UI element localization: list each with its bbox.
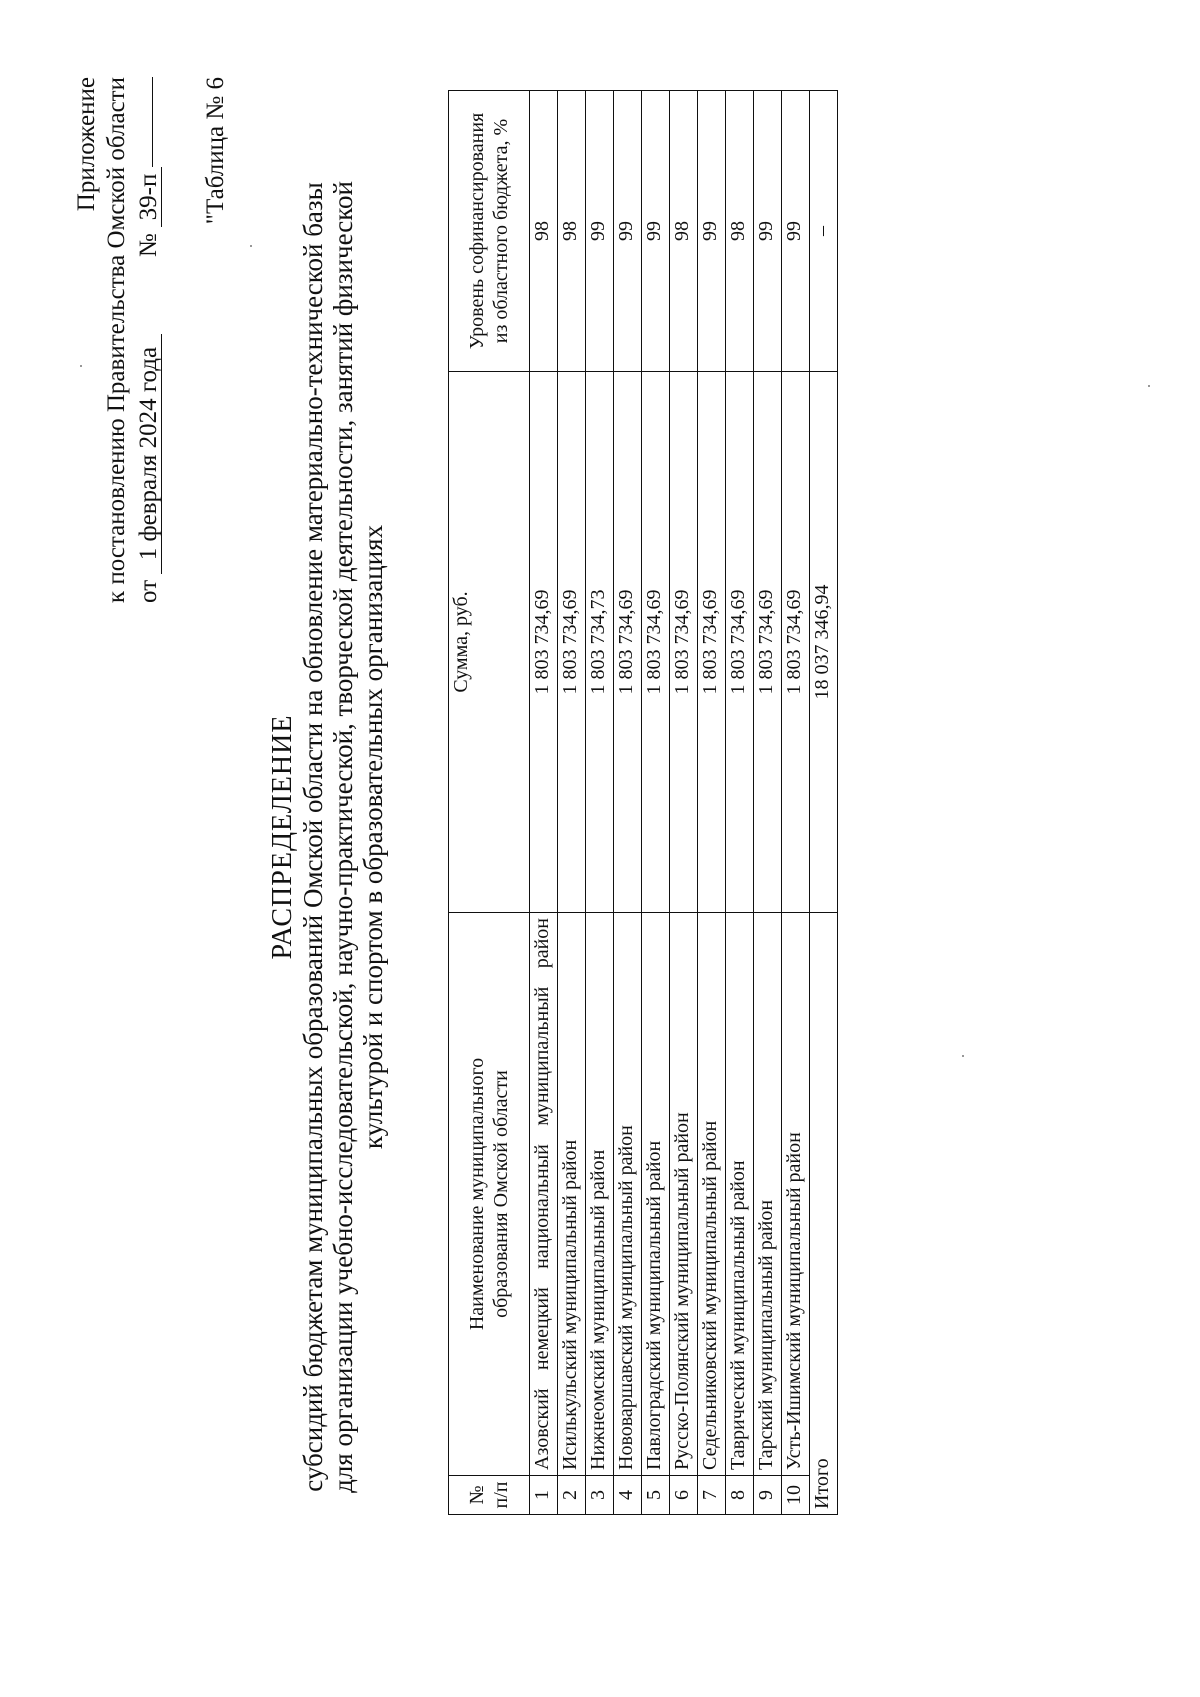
row-number: 5 [642, 1476, 670, 1515]
appendix-title: Приложение [73, 77, 100, 212]
row-number: 7 [698, 1476, 726, 1515]
table-header-row [449, 91, 530, 1515]
header-number: № п/п [449, 1476, 530, 1515]
row-municipality: Таврический муниципальный район [726, 913, 754, 1476]
table-row [558, 91, 586, 1515]
row-level: 99 [614, 91, 642, 372]
scan-speck [962, 1055, 964, 1057]
scan-speck [250, 245, 252, 247]
table-row [586, 91, 614, 1515]
document-subtitle-line: для организации учебно-исследовательской, научно-практической, творческой деятельности, занятий физической [328, 181, 358, 1493]
table-caption: "Таблица № 6 [202, 77, 229, 225]
row-sum: 1 803 734,69 [642, 372, 670, 913]
distribution-table [448, 90, 838, 1515]
row-sum: 1 803 734,69 [754, 372, 782, 913]
row-sum: 1 803 734,69 [726, 372, 754, 913]
row-level: 99 [642, 91, 670, 372]
table-row [698, 91, 726, 1515]
row-number: 10 [782, 1476, 810, 1515]
row-municipality: Нижнеомский муниципальный район [586, 913, 614, 1476]
header-municipality: Наименование муниципального образования Омской области [449, 913, 530, 1476]
row-level: 99 [754, 91, 782, 372]
table-row [754, 91, 782, 1515]
table-row [782, 91, 810, 1515]
table-row [670, 91, 698, 1515]
total-label: Итого [810, 913, 838, 1515]
row-number: 4 [614, 1476, 642, 1515]
row-number: 3 [586, 1476, 614, 1515]
row-municipality: Нововаршавский муниципальный район [614, 913, 642, 1476]
row-level: 99 [782, 91, 810, 372]
row-sum: 1 803 734,69 [614, 372, 642, 913]
row-level: 98 [726, 91, 754, 372]
row-sum: 1 803 734,69 [698, 372, 726, 913]
row-municipality: Азовский немецкий национальный муниципальный район [530, 913, 558, 1476]
row-sum: 1 803 734,69 [558, 372, 586, 913]
row-sum: 1 803 734,69 [782, 372, 810, 913]
document-title-block [268, 157, 388, 1517]
row-level: 98 [670, 91, 698, 372]
table-row [642, 91, 670, 1515]
resolution-number: 39-п [137, 167, 162, 227]
document-subtitle-line: культурой и спортом в образовательных организациях [358, 524, 388, 1150]
table-row [614, 91, 642, 1515]
number-underline [132, 77, 153, 167]
document-heading: РАСПРЕДЕЛЕНИЕ [267, 714, 298, 960]
row-level: 99 [698, 91, 726, 372]
table-row [530, 91, 558, 1515]
row-number: 1 [530, 1476, 558, 1515]
row-number: 2 [558, 1476, 586, 1515]
row-level: 98 [558, 91, 586, 372]
row-level: 98 [530, 91, 558, 372]
total-sum: 18 037 346,94 [810, 372, 838, 913]
row-number: 6 [670, 1476, 698, 1515]
appendix-header [72, 77, 164, 657]
resolution-date: 1 февраля 2024 года [137, 334, 162, 574]
row-sum: 1 803 734,69 [670, 372, 698, 913]
row-number: 8 [726, 1476, 754, 1515]
scan-speck [1148, 385, 1150, 387]
row-number: 9 [754, 1476, 782, 1515]
row-municipality: Русско-Полянский муниципальный район [670, 913, 698, 1476]
number-prefix: № [135, 233, 162, 258]
row-municipality: Усть-Ишимский муниципальный район [782, 913, 810, 1476]
document-subtitle-line: субсидий бюджетам муниципальных образований Омской области на обновление материально-технической базы [298, 182, 328, 1492]
header-sum: Сумма, руб. [449, 372, 530, 913]
row-level: 99 [586, 91, 614, 372]
row-sum: 1 803 734,69 [530, 372, 558, 913]
table-total-row [810, 91, 838, 1515]
total-level: – [810, 91, 838, 372]
header-cofinancing-level: Уровень софинансирования из областного бюджета, % [449, 91, 530, 372]
row-municipality: Тарский муниципальный район [754, 913, 782, 1476]
row-municipality: Седельниковский муниципальный район [698, 913, 726, 1476]
appendix-date-number-line [132, 77, 164, 657]
row-municipality: Павлоградский муниципальный район [642, 913, 670, 1476]
appendix-resolution-line: к постановлению Правительства Омской области [103, 77, 130, 604]
row-sum: 1 803 734,73 [586, 372, 614, 913]
date-prefix: от [135, 579, 162, 603]
row-municipality: Исилькульский муниципальный район [558, 913, 586, 1476]
table-row [726, 91, 754, 1515]
